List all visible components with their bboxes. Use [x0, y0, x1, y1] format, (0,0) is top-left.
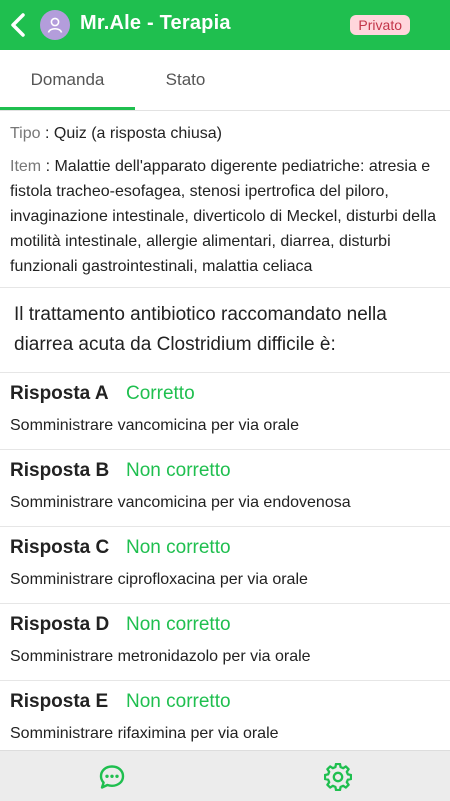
answer-status: Non corretto [126, 537, 231, 558]
question-content[interactable] [0, 111, 450, 749]
question-info [0, 111, 450, 279]
answer-text: Somministrare ciprofloxacina per via orale [10, 571, 308, 588]
avatar[interactable] [40, 10, 70, 40]
status-badge: Privato [350, 15, 410, 35]
chevron-left-icon [6, 9, 32, 41]
chat-button[interactable] [98, 763, 126, 791]
user-icon [46, 16, 64, 34]
answer-label: Risposta D [10, 614, 110, 635]
settings-button[interactable] [324, 763, 352, 791]
type-line: Tipo : Quiz (a risposta chiusa) [10, 125, 222, 142]
answer-label: Risposta B [10, 460, 110, 481]
answer-label: Risposta C [10, 537, 110, 558]
back-button[interactable] [6, 9, 32, 41]
answer-c[interactable] [0, 526, 450, 603]
answer-label: Risposta E [10, 691, 109, 712]
gear-icon [324, 763, 352, 791]
type-key: Tipo [10, 125, 41, 142]
answer-status: Non corretto [126, 460, 231, 481]
answer-label: Risposta A [10, 383, 109, 404]
tab-label: Domanda [30, 70, 105, 89]
tab-stato[interactable] [118, 50, 253, 110]
tab-bar [0, 50, 450, 111]
answer-status: Non corretto [126, 614, 231, 635]
tab-domanda[interactable] [0, 50, 135, 110]
answer-e[interactable] [0, 680, 450, 749]
answer-text: Somministrare vancomicina per via endovenosa [10, 494, 351, 511]
answer-text: Somministrare metronidazolo per via orale [10, 648, 311, 665]
chat-icon [98, 763, 126, 791]
item-value: Malattie dell'apparato digerente pediatriche: atresia e fistola tracheo-esofagea, stenosi ipertrofica del piloro, invaginazione intestinale, diverticolo di Meckel, disturbi della motilità intestinale, allergie alimentari, diarrea, disturbi funzionali gastrointestinali, malattia celiaca [10, 158, 437, 275]
answer-a[interactable] [0, 372, 450, 449]
item-line: Item : Malattie dell'apparato digerente pediatriche: atresia e fistola tracheo-esofagea, stenosi ipertrofica del piloro, invaginazione intestinale, diverticolo di Meckel, disturbi della motilità intestinale, allergie alimentari, diarrea, disturbi funzionali gastrointestinali, malattia celiaca [10, 158, 437, 275]
tab-label: Stato [165, 70, 206, 89]
answer-d[interactable] [0, 603, 450, 680]
item-key: Item [10, 158, 42, 175]
page-title: Mr.Ale - Terapia [80, 12, 231, 34]
answer-status: Non corretto [126, 691, 231, 712]
app-header [0, 0, 450, 50]
answer-status: Corretto [126, 383, 195, 404]
answer-text: Somministrare rifaximina per via orale [10, 725, 279, 742]
type-value: Quiz (a risposta chiusa) [53, 125, 222, 142]
answer-text: Somministrare vancomicina per via orale [10, 417, 299, 434]
answer-b[interactable] [0, 449, 450, 526]
question-text: Il trattamento antibiotico raccomandato nella diarrea acuta da Clostridium difficile è: [14, 304, 387, 355]
bottom-toolbar [0, 750, 450, 801]
